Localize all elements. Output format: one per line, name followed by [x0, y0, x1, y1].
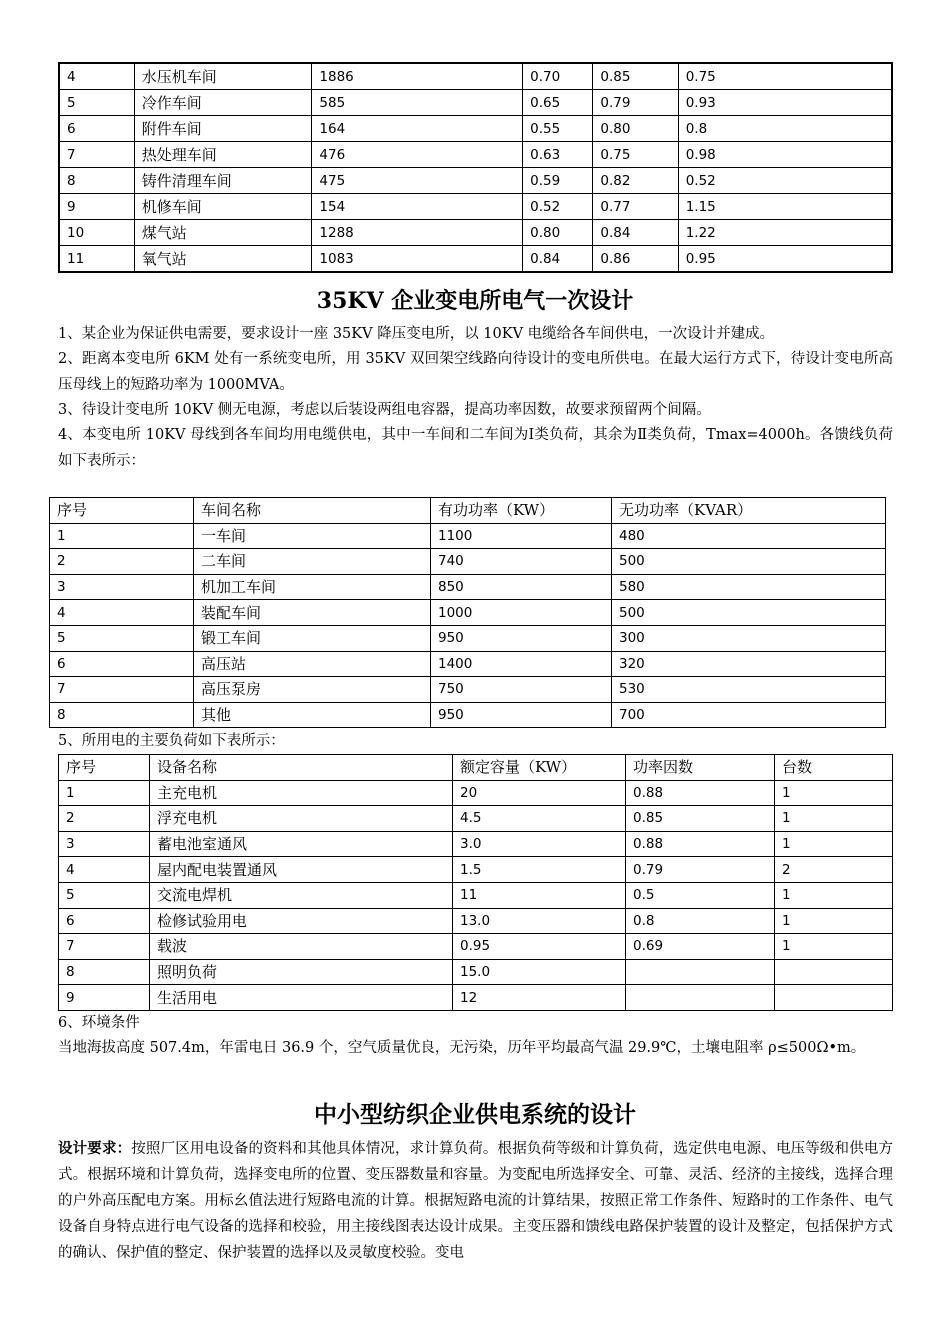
table-cell: 0.93 — [678, 90, 892, 116]
table-cell: 475 — [312, 168, 523, 194]
design-requirements — [58, 1136, 893, 1266]
table-cell: 5 — [59, 90, 134, 116]
header-cell: 功率因数 — [626, 755, 775, 781]
table-cell: 0.98 — [678, 142, 892, 168]
table-cell: 476 — [312, 142, 523, 168]
table-cell: 0.69 — [626, 934, 775, 960]
table-cell: 950 — [431, 702, 612, 728]
table-row — [59, 959, 893, 985]
table-cell: 8 — [59, 959, 150, 985]
table-cell: 1 — [50, 523, 194, 549]
table-cell: 8 — [50, 702, 194, 728]
table-cell: 580 — [612, 574, 886, 600]
table-cell: 其他 — [194, 702, 431, 728]
table-cell: 7 — [50, 677, 194, 703]
table-cell: 照明负荷 — [150, 959, 453, 985]
table-cell: 3 — [50, 574, 194, 600]
table-cell: 12 — [453, 985, 626, 1011]
table-cell: 3 — [59, 831, 150, 857]
table-cell: 0.52 — [678, 168, 892, 194]
table-cell: 0.86 — [593, 246, 678, 273]
table-cell — [626, 985, 775, 1011]
table-cell: 0.59 — [523, 168, 593, 194]
table-cell: 4.5 — [453, 806, 626, 832]
table-header-row — [59, 755, 893, 781]
header-cell: 额定容量（KW） — [453, 755, 626, 781]
table-cell: 0.70 — [523, 63, 593, 90]
table-cell: 9 — [59, 985, 150, 1011]
table-cell: 生活用电 — [150, 985, 453, 1011]
table-cell: 1 — [775, 806, 893, 832]
table-cell: 2 — [50, 549, 194, 575]
table-cell: 9 — [59, 194, 134, 220]
table-cell: 6 — [59, 908, 150, 934]
table-cell: 0.88 — [626, 780, 775, 806]
table-row — [59, 780, 893, 806]
table-cell: 装配车间 — [194, 600, 431, 626]
table-cell: 950 — [431, 625, 612, 651]
table-cell: 1 — [775, 882, 893, 908]
table-cell: 1 — [775, 831, 893, 857]
workshop-load-table — [58, 62, 893, 273]
table-cell: 0.79 — [626, 857, 775, 883]
header-cell: 台数 — [775, 755, 893, 781]
section-title-2: 中小型纺织企业供电系统的设计 — [314, 1101, 636, 1128]
table-cell: 1.22 — [678, 220, 892, 246]
table-cell: 载波 — [150, 934, 453, 960]
table-cell: 0.84 — [523, 246, 593, 273]
table-row — [50, 523, 886, 549]
feeder-load-table — [49, 497, 886, 728]
table-cell: 6 — [50, 651, 194, 677]
table-cell: 1 — [775, 908, 893, 934]
table-row — [50, 574, 886, 600]
table-cell: 5 — [59, 882, 150, 908]
table-cell: 0.8 — [626, 908, 775, 934]
table-cell: 氧气站 — [134, 246, 312, 273]
table-cell: 0.82 — [593, 168, 678, 194]
table-row — [59, 882, 893, 908]
table-cell: 1.15 — [678, 194, 892, 220]
paragraph-6: 6、环境条件 — [58, 1015, 140, 1031]
table-cell: 7 — [59, 142, 134, 168]
table-cell: 热处理车间 — [134, 142, 312, 168]
table-cell: 1 — [775, 934, 893, 960]
table-cell: 屋内配电装置通风 — [150, 857, 453, 883]
table-row — [59, 220, 892, 246]
table-cell: 锻工车间 — [194, 625, 431, 651]
table-cell: 0.77 — [593, 194, 678, 220]
table-cell: 300 — [612, 625, 886, 651]
table-cell: 检修试验用电 — [150, 908, 453, 934]
table-row — [59, 116, 892, 142]
header-cell: 无功功率（KVAR） — [612, 498, 886, 524]
table-row — [50, 677, 886, 703]
table-row — [59, 806, 893, 832]
paragraph-3: 3、待设计变电所 10KV 侧无电源，考虑以后装设两组电容器，提高功率因数，故要求预留两个间隔。 — [58, 402, 711, 418]
table-cell: 500 — [612, 549, 886, 575]
header-cell: 序号 — [50, 498, 194, 524]
table-row — [59, 142, 892, 168]
table-row — [50, 651, 886, 677]
table-cell: 1288 — [312, 220, 523, 246]
table-cell: 20 — [453, 780, 626, 806]
table-cell: 1000 — [431, 600, 612, 626]
table-cell: 高压泵房 — [194, 677, 431, 703]
header-cell: 有功功率（KW） — [431, 498, 612, 524]
lead-label: 设计要求： — [58, 1140, 132, 1157]
table-cell: 4 — [59, 63, 134, 90]
table-cell: 320 — [612, 651, 886, 677]
header-cell: 序号 — [59, 755, 150, 781]
table-cell: 3.0 — [453, 831, 626, 857]
table-cell: 高压站 — [194, 651, 431, 677]
header-cell: 设备名称 — [150, 755, 453, 781]
table-cell: 0.52 — [523, 194, 593, 220]
table-cell: 1100 — [431, 523, 612, 549]
table-cell — [775, 985, 893, 1011]
table-cell: 1.5 — [453, 857, 626, 883]
table-cell: 0.63 — [523, 142, 593, 168]
table-cell: 2 — [59, 806, 150, 832]
table-cell: 0.75 — [678, 63, 892, 90]
table-row — [59, 90, 892, 116]
table-cell — [626, 959, 775, 985]
table-cell: 0.95 — [453, 934, 626, 960]
table-cell: 1886 — [312, 63, 523, 90]
table-cell: 11 — [59, 246, 134, 273]
table-cell: 13.0 — [453, 908, 626, 934]
table-cell: 主充电机 — [150, 780, 453, 806]
table-cell: 10 — [59, 220, 134, 246]
table-cell: 8 — [59, 168, 134, 194]
table-cell: 0.8 — [678, 116, 892, 142]
table-cell: 700 — [612, 702, 886, 728]
paragraph-5: 5、所用电的主要负荷如下表所示： — [58, 733, 285, 749]
table-cell: 0.65 — [523, 90, 593, 116]
table-cell: 0.55 — [523, 116, 593, 142]
table-cell: 交流电焊机 — [150, 882, 453, 908]
table-cell: 一车间 — [194, 523, 431, 549]
table-cell: 585 — [312, 90, 523, 116]
table-cell: 480 — [612, 523, 886, 549]
table-row — [50, 600, 886, 626]
table-cell: 2 — [775, 857, 893, 883]
table-cell: 0.79 — [593, 90, 678, 116]
table-cell: 11 — [453, 882, 626, 908]
table-cell: 二车间 — [194, 549, 431, 575]
table-cell: 1400 — [431, 651, 612, 677]
table-cell: 6 — [59, 116, 134, 142]
table-cell: 0.75 — [593, 142, 678, 168]
table-cell: 15.0 — [453, 959, 626, 985]
table-row — [50, 702, 886, 728]
table-cell: 0.80 — [593, 116, 678, 142]
table-cell: 蓄电池室通风 — [150, 831, 453, 857]
table-cell: 5 — [50, 625, 194, 651]
table-cell: 冷作车间 — [134, 90, 312, 116]
table-cell: 0.84 — [593, 220, 678, 246]
table-cell: 740 — [431, 549, 612, 575]
table-row — [59, 857, 893, 883]
table-row — [59, 831, 893, 857]
table-row — [59, 63, 892, 90]
table-row — [50, 549, 886, 575]
table-cell: 154 — [312, 194, 523, 220]
table-cell: 机加工车间 — [194, 574, 431, 600]
table-row — [50, 625, 886, 651]
auxiliary-load-table — [58, 754, 893, 1011]
table-row — [59, 985, 893, 1011]
table-cell: 0.80 — [523, 220, 593, 246]
table-cell: 煤气站 — [134, 220, 312, 246]
table-cell: 浮充电机 — [150, 806, 453, 832]
table-cell: 500 — [612, 600, 886, 626]
table-cell: 0.85 — [593, 63, 678, 90]
table-row — [59, 168, 892, 194]
table-row — [59, 194, 892, 220]
table-row — [59, 908, 893, 934]
table-cell: 1 — [775, 780, 893, 806]
table-cell: 164 — [312, 116, 523, 142]
paragraph-4: 4、本变电所 10KV 母线到各车间均用电缆供电，其中一车间和二车间为Ⅰ类负荷，其余为Ⅱ类负荷，Tmax=4000h。各馈线负荷如下表所示： — [58, 427, 893, 469]
table-cell: 铸件清理车间 — [134, 168, 312, 194]
table-cell: 机修车间 — [134, 194, 312, 220]
requirements-body: 按照厂区用电设备的资料和其他具体情况，求计算负荷。根据负荷等级和计算负荷，选定供电电源、电压等级和供电方式。根据环境和计算负荷，选择变电所的位置、变压器数量和容量。为变配电所选择安全、可靠、灵活、经济的主接线，选择合理的户外高压配电方案。用标幺值法进行短路电流的计算。根据短路电流的计算结果，按照正常工作条件、短路时的工作条件、电气设备自身特点进行电气设备的选择和校验，用主接线图表达设计成果。主变压器和馈线电路保护装置的设计及整定，包括保护方式的确认、保护值的整定、保护装置的选择以及灵敏度校验。变电 — [58, 1141, 894, 1261]
table-cell: 4 — [59, 857, 150, 883]
table-row — [59, 934, 893, 960]
table-cell: 0.85 — [626, 806, 775, 832]
table-cell: 水压机车间 — [134, 63, 312, 90]
table-cell — [775, 959, 893, 985]
table-cell: 1 — [59, 780, 150, 806]
table-cell: 0.88 — [626, 831, 775, 857]
table-cell: 4 — [50, 600, 194, 626]
section-title: 35KV 企业变电所电气一次设计 — [316, 288, 634, 314]
table-cell: 0.95 — [678, 246, 892, 273]
table-cell: 0.5 — [626, 882, 775, 908]
paragraph-1: 1、某企业为保证供电需要，要求设计一座 35KV 降压变电所，以 10KV 电缆给各车间供电，一次设计并建成。 — [58, 326, 775, 342]
table-cell: 1083 — [312, 246, 523, 273]
header-cell: 车间名称 — [194, 498, 431, 524]
table-row — [59, 246, 892, 273]
table-header-row — [50, 498, 886, 524]
table-cell: 530 — [612, 677, 886, 703]
table-cell: 7 — [59, 934, 150, 960]
paragraph-2: 2、距离本变电所 6KM 处有一系统变电所，用 35KV 双回架空线路向待设计的变电所供电。在最大运行方式下，待设计变电所高压母线上的短路功率为 1000MVA。 — [58, 351, 893, 393]
table-cell: 750 — [431, 677, 612, 703]
paragraph-7: 当地海拔高度 507.4m，年雷电日 36.9 个，空气质量优良，无污染，历年平均最高气温 29.9℃，土壤电阻率 ρ≤500Ω•m。 — [58, 1040, 866, 1056]
table-cell: 附件车间 — [134, 116, 312, 142]
table-cell: 850 — [431, 574, 612, 600]
